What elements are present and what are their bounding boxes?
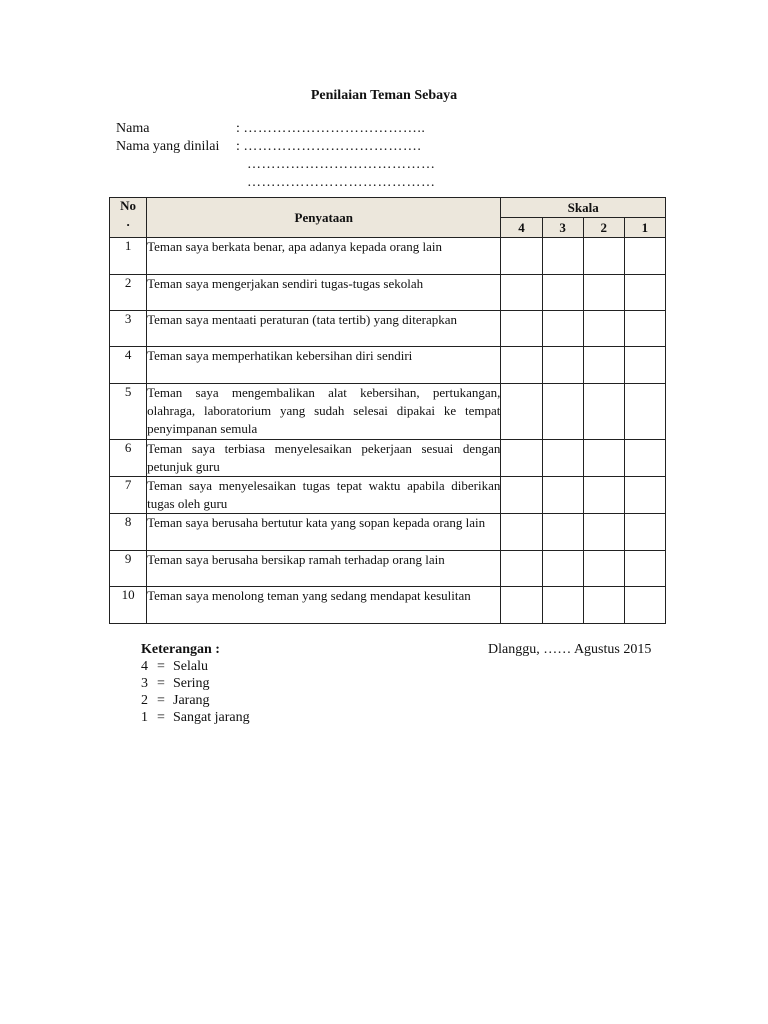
- score-cell-3[interactable]: [542, 551, 583, 587]
- score-cell-1[interactable]: [624, 238, 665, 275]
- row-number: 1: [110, 238, 147, 275]
- score-cell-3[interactable]: [542, 311, 583, 347]
- score-cell-2[interactable]: [583, 238, 624, 275]
- note-value: 3: [141, 676, 148, 691]
- score-cell-4[interactable]: [501, 384, 542, 440]
- row-number: 2: [110, 275, 147, 311]
- row-statement: Teman saya menolong teman yang sedang mendapat kesulitan: [147, 587, 501, 624]
- score-cell-4[interactable]: [501, 311, 542, 347]
- note-label: Sangat jarang: [173, 710, 250, 725]
- table-row: [110, 477, 666, 514]
- date-line: Dlanggu, …… Agustus 2015: [488, 642, 652, 657]
- score-cell-2[interactable]: [583, 440, 624, 477]
- extra-dots-line-1: …………………………………: [247, 157, 436, 172]
- score-cell-4[interactable]: [501, 275, 542, 311]
- score-cell-1[interactable]: [624, 384, 665, 440]
- score-cell-2[interactable]: [583, 551, 624, 587]
- header-scale-2: 2: [583, 218, 624, 238]
- note-item: [141, 709, 250, 726]
- score-cell-3[interactable]: [542, 238, 583, 275]
- note-equals: =: [157, 659, 165, 674]
- table-row: [110, 514, 666, 551]
- header-no-label: No: [120, 198, 136, 213]
- note-label: Selalu: [173, 659, 208, 674]
- row-number: 7: [110, 477, 147, 514]
- score-cell-4[interactable]: [501, 551, 542, 587]
- header-scale-1: 1: [624, 218, 665, 238]
- score-cell-2[interactable]: [583, 587, 624, 624]
- score-cell-3[interactable]: [542, 347, 583, 384]
- header-no-dot: .: [126, 214, 130, 229]
- notes-section: [141, 641, 250, 726]
- score-cell-3[interactable]: [542, 275, 583, 311]
- row-statement: Teman saya mentaati peraturan (tata tertib) yang diterapkan: [147, 311, 501, 347]
- score-cell-4[interactable]: [501, 238, 542, 275]
- score-cell-3[interactable]: [542, 477, 583, 514]
- row-statement: Teman saya menyelesaikan tugas tepat waktu apabila diberikan tugas oleh guru: [147, 477, 501, 514]
- score-cell-4[interactable]: [501, 440, 542, 477]
- row-statement: Teman saya berkata benar, apa adanya kepada orang lain: [147, 238, 501, 275]
- score-cell-2[interactable]: [583, 275, 624, 311]
- note-item: [141, 658, 250, 675]
- row-statement: Teman saya terbiasa menyelesaikan pekerjaan sesuai dengan petunjuk guru: [147, 440, 501, 477]
- score-cell-1[interactable]: [624, 347, 665, 384]
- score-cell-1[interactable]: [624, 311, 665, 347]
- field-nama-colon: :: [236, 121, 240, 136]
- note-equals: =: [157, 693, 165, 708]
- table-row: [110, 587, 666, 624]
- table-row: [110, 551, 666, 587]
- notes-heading: Keterangan :: [141, 642, 220, 657]
- score-cell-3[interactable]: [542, 587, 583, 624]
- row-number: 4: [110, 347, 147, 384]
- header-scale-4: 4: [501, 218, 542, 238]
- assessment-table: [109, 197, 666, 624]
- row-statement: Teman saya memperhatikan kebersihan diri sendiri: [147, 347, 501, 384]
- row-statement: Teman saya mengerjakan sendiri tugas-tugas sekolah: [147, 275, 501, 311]
- score-cell-4[interactable]: [501, 347, 542, 384]
- score-cell-1[interactable]: [624, 514, 665, 551]
- field-nama-dinilai-dots: ……………………………….: [243, 139, 422, 154]
- table-row: [110, 275, 666, 311]
- score-cell-2[interactable]: [583, 311, 624, 347]
- note-equals: =: [157, 710, 165, 725]
- score-cell-1[interactable]: [624, 477, 665, 514]
- score-cell-2[interactable]: [583, 384, 624, 440]
- score-cell-3[interactable]: [542, 384, 583, 440]
- score-cell-1[interactable]: [624, 275, 665, 311]
- field-nama-dinilai-label: Nama yang dinilai: [116, 139, 220, 154]
- field-nama-dinilai: [116, 139, 421, 155]
- table-row: [110, 238, 666, 275]
- row-statement: Teman saya berusaha bertutur kata yang sopan kepada orang lain: [147, 514, 501, 551]
- row-statement: Teman saya berusaha bersikap ramah terhadap orang lain: [147, 551, 501, 587]
- field-nama-label: Nama: [116, 121, 150, 136]
- note-equals: =: [157, 676, 165, 691]
- score-cell-2[interactable]: [583, 477, 624, 514]
- document-title: Penilaian Teman Sebaya: [310, 88, 458, 103]
- score-cell-2[interactable]: [583, 347, 624, 384]
- row-number: 10: [110, 587, 147, 624]
- score-cell-1[interactable]: [624, 551, 665, 587]
- note-label: Jarang: [173, 693, 210, 708]
- note-value: 1: [141, 710, 148, 725]
- note-item: [141, 692, 250, 709]
- score-cell-4[interactable]: [501, 587, 542, 624]
- score-cell-1[interactable]: [624, 587, 665, 624]
- table-row: [110, 347, 666, 384]
- field-nama-dots: ………………………………..: [243, 121, 426, 136]
- score-cell-3[interactable]: [542, 514, 583, 551]
- field-nama: [116, 121, 425, 137]
- field-nama-dinilai-colon: :: [236, 139, 240, 154]
- header-no: [110, 198, 147, 238]
- header-scale: Skala: [501, 198, 666, 218]
- row-number: 3: [110, 311, 147, 347]
- note-label: Sering: [173, 676, 210, 691]
- row-statement: Teman saya mengembalikan alat kebersihan, pertukangan, olahraga, laboratorium yang sudah selesai dipakai ke tempat penyimpanan semula: [147, 384, 501, 440]
- header-scale-3: 3: [542, 218, 583, 238]
- row-number: 9: [110, 551, 147, 587]
- score-cell-3[interactable]: [542, 440, 583, 477]
- note-value: 4: [141, 659, 148, 674]
- table-row: [110, 311, 666, 347]
- row-number: 8: [110, 514, 147, 551]
- extra-dots-line-2: …………………………………: [247, 175, 436, 190]
- score-cell-1[interactable]: [624, 440, 665, 477]
- score-cell-4[interactable]: [501, 514, 542, 551]
- table-row: [110, 384, 666, 440]
- row-number: 6: [110, 440, 147, 477]
- row-number: 5: [110, 384, 147, 440]
- score-cell-2[interactable]: [583, 514, 624, 551]
- note-value: 2: [141, 693, 148, 708]
- header-statement: Penyataan: [147, 198, 501, 238]
- table-row: [110, 440, 666, 477]
- note-item: [141, 675, 250, 692]
- score-cell-4[interactable]: [501, 477, 542, 514]
